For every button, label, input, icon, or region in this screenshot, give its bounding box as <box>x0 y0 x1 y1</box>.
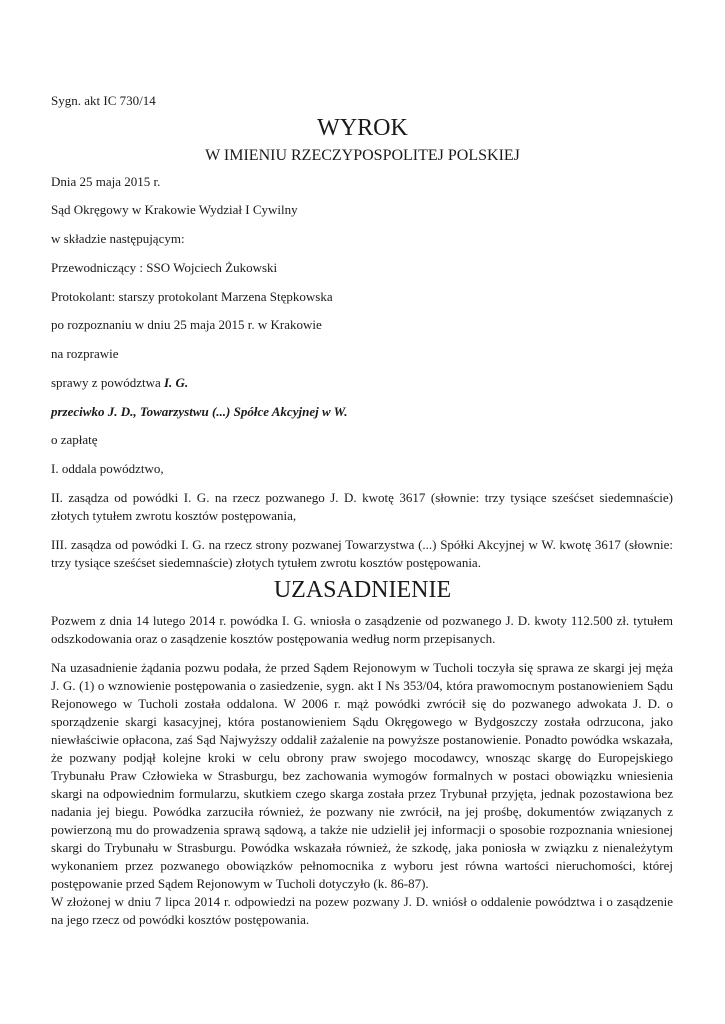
justification-paragraph-2: Na uzasadnienie żądania pozwu podała, że przed Sądem Rejonowym w Tucholi toczyła się sprawa ze skargi jej męża J. G. (1) o wznowienie postępowania o zasiedzenie, sygn. akt I Ns 353/04, która prawomocnym postanowieniem Sądu Rejonowego w Tucholi została oddalona. W 2006 r. mąż powódki zwrócił się do pozwanego adwokata J. D. o sporządzenie skargi kasacyjnej, która postanowieniem Sądu Okręgowego w Bydgoszczy została odrzucona, jako niewłaściwie opłacona, zaś Sąd Najwyższy oddalił zażalenie na powyższe postanowienie. Ponadto powódka wskazała, że pozwany podjął kolejne kroki w celu obrony praw swojego mocodawcy, wnosząc skargę do Europejskiego Trybunału Praw Człowieka w Strasburgu, bez zachowania wymogów formalnych w postaci obowiązku wniesienia skargi na odpowiednim formularzu, skutkiem czego skarga została przez Trybunał przyjęta, jednak pozostawiona bez nadania jej biegu. Powódka zarzuciła również, że pozwany nie zwrócił, na jej prośbę, dokumentów związanych z powierzoną mu do prowadzenia sprawą sądową, a także nie udzielił jej informacji o sposobie rozpoznania wniesionej skargi do Trybunału w Strasburgu. Powódka wskazała również, że szkodę, jaka poniosła w związku z nienależytym wykonaniem przez pozwanego obowiązków pełnomocnika z wyboru jest równa wartości nieruchomości, której postępowanie przed Sądem Rejonowym w Tucholi dotyczyło (k. 86-87). <box>51 660 673 891</box>
court-name: Sąd Okręgowy w Krakowie Wydział I Cywilny <box>51 202 298 217</box>
plaintiff-name: I. G. <box>164 375 189 390</box>
document-title: WYROK <box>317 115 408 141</box>
case-subject: o zapłatę <box>51 432 98 447</box>
case-prefix: sprawy z powództwa <box>51 375 164 390</box>
presiding-judge: Przewodniczący : SSO Wojciech Żukowski <box>51 260 278 275</box>
hearing-info: po rozpoznaniu w dniu 25 maja 2015 r. w Krakowie <box>51 317 322 332</box>
justification-paragraph-1: Pozwem z dnia 14 lutego 2014 r. powódka I. G. wniosła o zasądzenie od pozwanego J. D. kwoty 112.500 zł. tytułem odszkodowania oraz o zasądzenie kosztów postępowania według norm przepisanych. <box>51 613 673 646</box>
verdict-date: Dnia 25 maja 2015 r. <box>51 174 161 189</box>
verdict-point-3: III. zasądza od powódki I. G. na rzecz strony pozwanej Towarzystwa (...) Spółki Akcyjnej w W. kwotę 3617 (słownie: trzy tysiące sześćset siedemnaście) złotych tytułem zwrotu kosztów postępowania. <box>51 537 673 570</box>
case-number: Sygn. akt IC 730/14 <box>51 93 156 108</box>
court-clerk: Protokolant: starszy protokolant Marzena Stępkowska <box>51 289 333 304</box>
verdict-point-2: II. zasądza od powódki I. G. na rzecz pozwanego J. D. kwotę 3617 (słownie: trzy tysiące sześćset siedemnaście) złotych tytułem zwrotu kosztów postępowania, <box>51 490 673 523</box>
session-type: na rozprawie <box>51 346 119 361</box>
verdict-point-1: I. oddala powództwo, <box>51 461 164 476</box>
defendants: przeciwko J. D., Towarzystwu (...) Spółce Akcyjnej w W. <box>51 404 348 419</box>
justification-heading: UZASADNIENIE <box>273 577 452 603</box>
justification-paragraph-3: W złożonej w dniu 7 lipca 2014 r. odpowiedzi na pozew pozwany J. D. wniósł o oddalenie powództwa i o zasądzenie na jego rzecz od powódki kosztów postępowania. <box>51 894 673 927</box>
court-composition: w składzie następującym: <box>51 231 185 246</box>
case-parties-line <box>51 374 188 392</box>
document-subtitle: W IMIENIU RZECZYPOSPOLITEJ POLSKIEJ <box>205 147 520 164</box>
